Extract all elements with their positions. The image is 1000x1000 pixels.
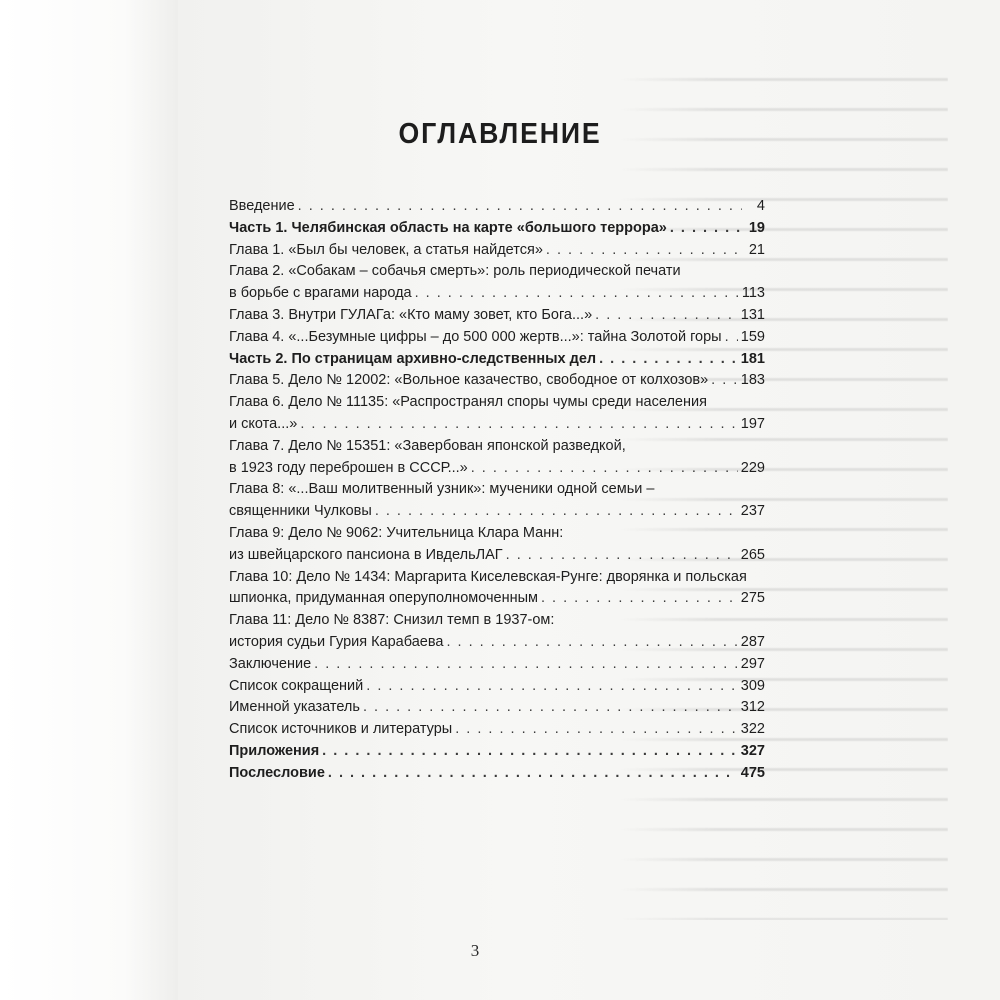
dot-leader	[711, 370, 738, 392]
toc-entry-title-line: Глава 9: Дело № 9062: Учительница Клара Манн:	[229, 524, 564, 541]
toc-entry-row	[229, 283, 765, 305]
toc-entry-title: Глава 1. «Был бы человек, а статья найдется»	[229, 241, 543, 258]
toc-entry-title-line: Глава 10: Дело № 1434: Маргарита Киселевская-Рунге: дворянка и польская	[229, 568, 747, 585]
toc-entry-row	[229, 741, 765, 763]
dot-leader	[455, 719, 738, 741]
toc-entry-page: 159	[740, 328, 765, 345]
dot-leader	[322, 741, 738, 763]
toc-entry-page: 322	[740, 721, 765, 738]
toc-entry	[229, 240, 765, 262]
dot-leader	[366, 676, 738, 698]
toc-entry-page: 312	[740, 699, 765, 716]
dot-leader	[471, 458, 738, 480]
dot-leader	[298, 196, 742, 218]
toc-entry-title: Список сокращений	[229, 677, 364, 694]
toc-entry-row	[229, 327, 765, 349]
toc-entry	[229, 567, 765, 611]
toc-entry	[229, 523, 765, 567]
dot-leader	[363, 697, 738, 719]
dot-leader	[595, 305, 738, 327]
toc-entry-page: 309	[740, 677, 765, 694]
toc-entry-row	[229, 218, 765, 240]
toc-entry-page: 131	[740, 306, 765, 323]
toc-entry	[229, 392, 765, 436]
toc-entry	[229, 218, 765, 240]
dot-leader	[670, 218, 742, 240]
toc-entry-title: Часть 2. По страницам архивно-следственных дел	[229, 350, 597, 367]
dot-leader	[599, 349, 738, 371]
toc-entry-row	[229, 501, 765, 523]
toc-entry-title: Список источников и литературы	[229, 721, 453, 738]
toc-entry-title: в борьбе с врагами народа	[229, 285, 412, 302]
toc-entry	[229, 305, 765, 327]
toc-entry-title: Послесловие	[229, 764, 325, 781]
toc-entry-title: шпионка, придуманная оперуполномоченным	[229, 590, 538, 607]
toc-entry	[229, 261, 765, 305]
page-number: 3	[470, 941, 480, 960]
toc-entry-title: Глава 5. Дело № 12002: «Вольное казачество, свободное от колхозов»	[229, 372, 709, 389]
dot-leader	[446, 632, 737, 654]
toc-entry-page: 183	[740, 372, 765, 389]
toc-entry-row	[229, 240, 765, 262]
toc-entry-title: из швейцарского пансиона в ИвдельЛАГ	[229, 546, 503, 563]
toc-entry-row	[229, 763, 765, 785]
table-of-contents	[229, 196, 765, 785]
dot-leader	[415, 283, 739, 305]
toc-entry-page: 21	[748, 241, 765, 258]
toc-entry-page: 265	[740, 546, 765, 563]
toc-entry	[229, 327, 765, 349]
toc-entry	[229, 349, 765, 371]
page-title: ОГЛАВЛЕНИЕ	[398, 118, 602, 150]
toc-entry-title: Заключение	[229, 655, 312, 672]
dot-leader	[506, 545, 738, 567]
toc-entry-row	[229, 414, 765, 436]
toc-entry-page: 297	[740, 655, 765, 672]
toc-entry-title: история судьи Гурия Карабаева	[229, 633, 444, 650]
toc-entry-row	[229, 632, 765, 654]
dot-leader	[725, 327, 738, 349]
toc-entry-title: в 1923 году переброшен в СССР...»	[229, 459, 468, 476]
toc-entry	[229, 763, 765, 785]
toc-entry	[229, 196, 765, 218]
toc-entry	[229, 370, 765, 392]
toc-entry-title: священники Чулковы	[229, 503, 372, 520]
toc-entry-title-line: Глава 7. Дело № 15351: «Завербован японской разведкой,	[229, 437, 626, 454]
toc-entry-row	[229, 588, 765, 610]
left-page-margin	[0, 0, 178, 1000]
toc-entry	[229, 719, 765, 741]
toc-entry-page: 113	[741, 285, 765, 302]
toc-entry-page: 19	[748, 219, 765, 236]
toc-entry	[229, 479, 765, 523]
toc-entry-page: 237	[740, 503, 765, 520]
toc-entry	[229, 741, 765, 763]
toc-entry	[229, 697, 765, 719]
toc-entry-row	[229, 458, 765, 480]
toc-entry-page: 4	[756, 198, 765, 214]
toc-entry-row	[229, 370, 765, 392]
toc-entry-page: 475	[740, 764, 765, 781]
toc-entry-title: Глава 4. «...Безумные цифры – до 500 000 жертв...»: тайна Золотой горы	[229, 328, 722, 345]
toc-entry-row	[229, 305, 765, 327]
toc-entry-title-line: Глава 8: «...Ваш молитвенный узник»: мученики одной семьи –	[229, 481, 655, 498]
dot-leader	[546, 240, 742, 262]
toc-entry-title: Введение	[229, 198, 295, 214]
toc-entry	[229, 654, 765, 676]
toc-entry-title-line: Глава 2. «Собакам – собачья смерть»: роль периодической печати	[229, 263, 681, 280]
toc-entry-title-line: Глава 6. Дело № 11135: «Распространял споры чумы среди населения	[229, 394, 707, 411]
toc-entry-row	[229, 719, 765, 741]
toc-entry-page: 229	[740, 459, 765, 476]
toc-entry-page: 327	[740, 742, 765, 759]
toc-entry-row	[229, 196, 765, 218]
toc-entry-page: 197	[740, 415, 765, 432]
toc-entry-row	[229, 349, 765, 371]
dot-leader	[375, 501, 738, 523]
dot-leader	[314, 654, 738, 676]
toc-entry-page: 275	[740, 590, 765, 607]
toc-entry	[229, 436, 765, 480]
toc-entry-title: и скота...»	[229, 415, 298, 432]
toc-entry-page: 287	[740, 633, 765, 650]
toc-entry	[229, 610, 765, 654]
toc-entry	[229, 676, 765, 698]
toc-entry-title: Именной указатель	[229, 699, 360, 716]
toc-entry-page: 181	[740, 350, 765, 367]
toc-entry-title: Приложения	[229, 742, 320, 759]
toc-entry-row	[229, 545, 765, 567]
dot-leader	[541, 588, 738, 610]
toc-entry-title: Часть 1. Челябинская область на карте «большого террора»	[229, 219, 667, 236]
toc-entry-row	[229, 654, 765, 676]
toc-entry-title-line: Глава 11: Дело № 8387: Снизил темп в 1937-ом:	[229, 612, 555, 629]
toc-entry-row	[229, 676, 765, 698]
dot-leader	[300, 414, 737, 436]
toc-entry-row	[229, 697, 765, 719]
dot-leader	[328, 763, 738, 785]
toc-entry-title: Глава 3. Внутри ГУЛАГа: «Кто маму зовет, кто Бога...»	[229, 306, 593, 323]
